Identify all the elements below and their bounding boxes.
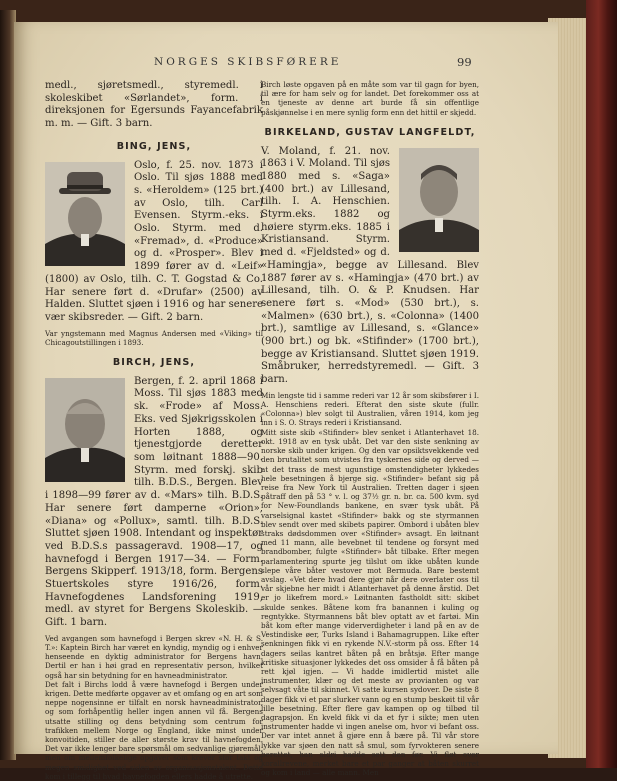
entry-body-birkeland: V. Moland, f. 21. nov. 1863 i V. Moland. Til sjøs 1880 med s. «Saga» (400 brt.) av Lillesand, tilh. I. A. Henschien. Styrm.eks. 1882 og høiere styrm.eks. 1885 i Kristiansand. Styrm. med d. «Fjeldsted» og d. «Hamingja», begge av Lillesand. Blev 1887 fører av s. «Hamingja» (470 brt.) av Lillesand, tilh. O. & P. Knudsen. Har senere ført s. «Mod» (530 brt.), s. «Malmen» (630 brt.), s. «Colonna» (1400 brt.), samtlige av Lillesand, s. «Glance» (900 brt.) og bk. «Stifinder» (1700 brt.), begge av Kristiansand. Sluttet sjøen 1919. Småbruker, herredstyremedl. — Gift. 3 barn. (261, 145, 479, 386)
entry-body-bing: Oslo, f. 25. nov. 1873 i Oslo. Til sjøs 1888 med s. «Heroldem» (125 brt.) av Oslo, tilh. Carl Evensen. Styrm.-eks. i Oslo. Styrm. med d. «Fremad», d. «Produce» og d. «Prosper». Blev i 1899 fører av d. «Leif» (1800) av Oslo, tilh. C. T. Gogstad & Co. Har senere ført d. «Drufar» (2500) av Halden. Sluttet sjøen i 1916 og har senere vær skibsreder. — Gift. 2 barn. (45, 159, 263, 323)
right-column (261, 80, 479, 777)
running-title: NORGES SKIBSFØRERE (154, 56, 342, 68)
portrait-bald-photo (45, 378, 125, 482)
page-number: 99 (457, 55, 472, 69)
entry-name-bing: BING, JENS, (116, 140, 192, 152)
entry-note-birch-2: Det falt i Birchs lodd å være havnefogd i Bergen under krigen. Dette medførte opgaver av et omfang og en art som neppe nogensinne er tilfalt en norsk havneadministrator, og som forhåpentlig heller ingen annen vil få. Bergens utsatte stilling og dens betydning som centrum for trafikken mellem Norge og England, ikke minst under konvoitiden, stiller de aller største krav til havnefogden. Det var ikke lenger bare spørsmål om sedvanlige gjøremål, men om mellemfolkelige opgaver som krever stor takt og megen smidighet ved siden av organisasjonstalent. Dette kom i tillegg til hvad havnefogden ellers hadde å utrette. (45, 679, 263, 781)
entry-note-birkeland-2: Mitt siste skib «Stifinder» blev senket i Atlanterhavet 18. okt. 1918 av en tysk ubåt. Det var den siste senkning av norske skib under krigen. Og den var opsiktsvekkende ved den brutalitet som utvistes fra tyskernes side og derved — at det trass de mest ugunstige omstendigheter lykkedes hele besetningen å bjerge sig. «Stifinder» befant sig på reise fra New York til Australien. Tretten dager i sjøen påtraff den på 53 ° v. l. og 37½ gr. n. br. ca. 500 kvm. syd for New-Foundlands bankene, en svær tysk ubåt. På varselsignal kastet «Stifinder» bakk og ste styrmannen blev sendt over med skibets papirer. Ombord i ubåten blev straks dødsdommen over «Stifinder» avsagt. En løitnant med 11 mann, alle bevebnet til tendene og forsynt med brandbomber, fulgte «Stifinder» båt tilbake. Efter megen parlamentering spurte jeg tilslut om ikke ubåten kunde slepe våre båter vestover mot Bermuda. Bare bestemt avslag. «Vet dere hvad dere gjør når dere overlater oss til vår skjebne her midt i Atlanterhavet på denne årstid. Det er jo likefrem mord.» Løitnanten fastholdt sitt: skibet skulde senkes. Båtene kom fra banannen i kuling og regntykke. Styrmannens båt blev optatt av et fartøi. Min båt kom efter mange viderverdigheter i land på en av de Vestindiske øer, Turks Island i Bahamagruppen. Like efter senkningen fikk vi en rykende N.V.-storm på oss. Efter 14 dagers seilas kantret båten på en bråtsjø. Efter mange kritiske situasjoner lykkedes det oss omsider å få båten på rett kjøl igjen. — Vi hadde imidlertid mistet alle instrumenter, klær og det meste av provianten og var selvsagt våte til skinnet. Vi satte kursen sydover. De siste 8 dager fikk vi et par slurker vann og en stump beskøit til vår lille besetning. Efter flere gav kampen op og tilbød til dagrapsjon. En kveld fikk vi da et fyr i sikte; men uten instrumenter hadde vi ingen anelse om, hvor vi befant oss. Der var intet annet å gjøre enn å bære på. Til vår store lykke var sjøen den natt så smul, som fyrvokteren senere berettet, han aldri hadde sett den før. Vi fløt over korallrevene, merket bare et par ganger at båten skurret og kom i land — alle mann. Men (261, 427, 479, 778)
entry-name-birch: BIRCH, JENS, (112, 357, 196, 369)
portrait-man-photo (399, 148, 479, 252)
intro-note-right: Birch løste opgaven på en måte som var til gagn for byen, til ære for ham selv og for landet. Det forekommer oss at en tjeneste av denne art burde få sin offentlige påskjønnelse i en mere synlig form enn det hittil er skjedd. (261, 80, 479, 117)
entry-note-bing: Var yngstemann med Magnus Andersen med «Viking» til Chicagoutstillingen i 1893. (45, 328, 263, 347)
portrait-hat-photo (45, 162, 125, 266)
book-binding (586, 0, 617, 768)
entry-note-birkeland-1: Min lengste tid i samme rederi var 12 år som skibsfører i I. A. Henschiens rederi. Efterat den siste skute (fullr. «Colonna») blev solgt til Australien, våren 1914, kom jeg inn i S. O. Strays rederi i Kristiansand. (261, 390, 479, 428)
left-column (45, 80, 263, 781)
intro-text: medl., sjøretsmedl., styremedl. i skoleskibet «Sørlandet», form. i direksjonen for Egersunds Fayancefabrik m. m. — Gift. 3 barn. (45, 80, 263, 130)
entry-body-birch: Bergen, f. 2. april 1868 i Moss. Til sjøs 1883 med sk. «Frode» af Moss. Eks. ved Sjøkrigsskolen i Horten 1888, og tjenestgjorde deretter som løitnant 1888—90. Styrm. med forskj. skib tilh. B.D.S., Bergen. Blev i 1898—99 fører av d. «Mars» tilh. B.D.S. Har senere ført damperne «Orion», «Diana» og «Pollux», samtl. tilh. B.D.S. Sluttet sjøen 1908. Intendant og inspektør ved B.D.S.s passageravd. 1908—17, og havnefogd i Bergen 1917—34. — Form. Bergens Skipperf. 1913/18, form. Bergens Stuertskoles styre 1916/26, form. Havnefogdenes Landsforening 1919, medl. av styret for Bergens Skoleskib. — Gift. 1 barn. (45, 375, 263, 629)
entry-name-birkeland: BIRKELAND, GUSTAV LANGFELDT, (264, 126, 476, 138)
entry-note-birch-1: Ved avgangen som havnefogd i Bergen skrev «N. H. & S. T.»: Kaptein Birch har været en kyndig, myndig og i enhver henseende en dyktig administrator for Bergens havn. Dertil er han i høi grad en representativ person, hvilket også har sin betydning for en havneadministrator. (45, 633, 263, 680)
